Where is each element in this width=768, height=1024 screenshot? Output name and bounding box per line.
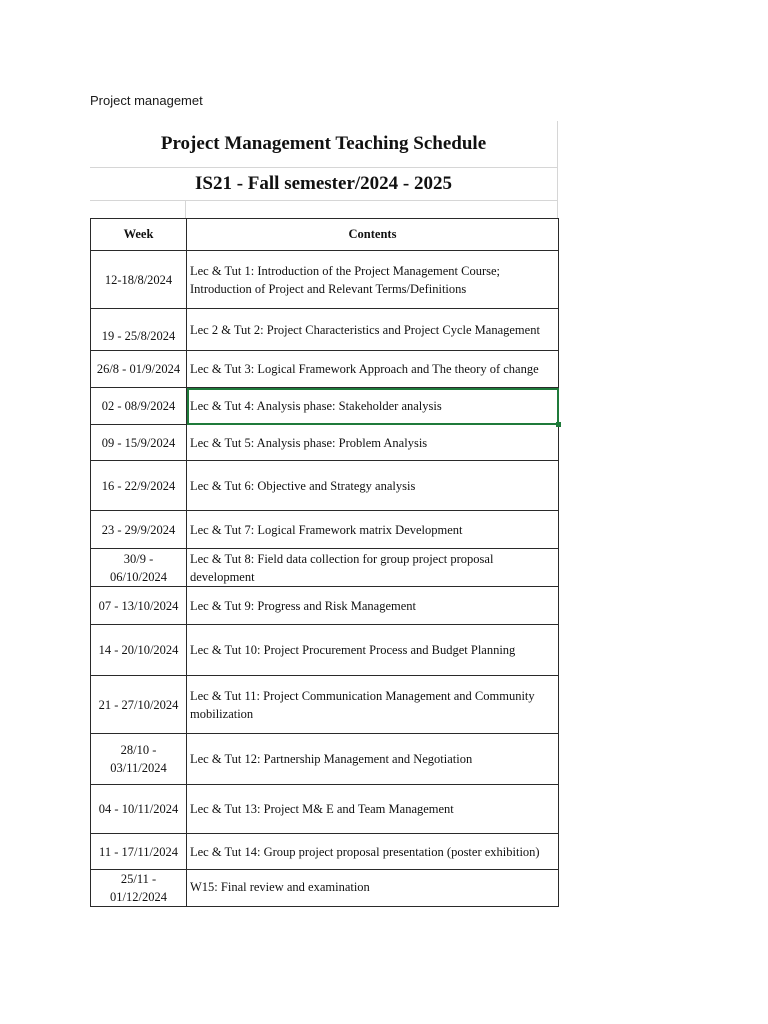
content-cell[interactable]: Lec & Tut 6: Objective and Strategy analysis bbox=[187, 461, 559, 511]
week-cell[interactable]: 07 - 13/10/2024 bbox=[91, 587, 187, 625]
week-cell[interactable]: 23 - 29/9/2024 bbox=[91, 511, 187, 549]
content-cell-text: Lec & Tut 4: Analysis phase: Stakeholder analysis bbox=[190, 399, 442, 413]
table-row bbox=[91, 870, 559, 907]
table-row bbox=[91, 309, 559, 351]
content-cell[interactable]: Lec & Tut 5: Analysis phase: Problem Analysis bbox=[187, 425, 559, 461]
week-cell[interactable]: 19 - 25/8/2024 bbox=[91, 309, 187, 351]
content-cell[interactable]: Lec & Tut 1: Introduction of the Project Management Course; Introduction of Project and Relevant Terms/Definitions bbox=[187, 251, 559, 309]
table-row bbox=[91, 625, 559, 676]
week-column-header[interactable]: Week bbox=[91, 219, 187, 251]
table-row bbox=[91, 587, 559, 625]
content-cell[interactable]: Lec 2 & Tut 2: Project Characteristics and Project Cycle Management bbox=[187, 309, 559, 351]
table-row bbox=[91, 425, 559, 461]
schedule-subtitle: IS21 - Fall semester/2024 - 2025 bbox=[90, 168, 558, 201]
week-cell[interactable]: 14 - 20/10/2024 bbox=[91, 625, 187, 676]
content-cell[interactable]: Lec & Tut 8: Field data collection for group project proposal development bbox=[187, 549, 559, 587]
content-cell[interactable]: Lec & Tut 7: Logical Framework matrix Development bbox=[187, 511, 559, 549]
table-row bbox=[91, 785, 559, 834]
content-cell[interactable]: Lec & Tut 3: Logical Framework Approach and The theory of change bbox=[187, 351, 559, 388]
content-cell[interactable]: Lec & Tut 9: Progress and Risk Management bbox=[187, 587, 559, 625]
week-cell[interactable]: 16 - 22/9/2024 bbox=[91, 461, 187, 511]
table-row bbox=[91, 351, 559, 388]
spacer-cell bbox=[90, 201, 186, 218]
table-row bbox=[91, 461, 559, 511]
week-cell[interactable]: 21 - 27/10/2024 bbox=[91, 676, 187, 734]
table-row bbox=[91, 388, 559, 425]
content-cell[interactable]: Lec & Tut 10: Project Procurement Process and Budget Planning bbox=[187, 625, 559, 676]
week-cell[interactable]: 04 - 10/11/2024 bbox=[91, 785, 187, 834]
week-cell[interactable]: 26/8 - 01/9/2024 bbox=[91, 351, 187, 388]
week-cell[interactable]: 02 - 08/9/2024 bbox=[91, 388, 187, 425]
table-row bbox=[91, 834, 559, 870]
table-row bbox=[91, 676, 559, 734]
header-row bbox=[91, 219, 559, 251]
week-cell[interactable]: 11 - 17/11/2024 bbox=[91, 834, 187, 870]
table-row bbox=[91, 511, 559, 549]
schedule-title: Project Management Teaching Schedule bbox=[90, 121, 558, 168]
week-cell[interactable]: 28/10 - 03/11/2024 bbox=[91, 734, 187, 785]
week-cell[interactable]: 09 - 15/9/2024 bbox=[91, 425, 187, 461]
content-cell[interactable]: Lec & Tut 11: Project Communication Management and Community mobilization bbox=[187, 676, 559, 734]
schedule-sheet bbox=[90, 121, 558, 907]
content-cell[interactable]: Lec & Tut 14: Group project proposal presentation (poster exhibition) bbox=[187, 834, 559, 870]
content-cell[interactable]: Lec & Tut 12: Partnership Management and Negotiation bbox=[187, 734, 559, 785]
document-caption: Project managemet bbox=[90, 93, 203, 108]
table-row bbox=[91, 549, 559, 587]
contents-column-header[interactable]: Contents bbox=[187, 219, 559, 251]
content-cell-selected[interactable] bbox=[187, 388, 559, 425]
schedule-table bbox=[90, 218, 559, 907]
content-cell[interactable]: W15: Final review and examination bbox=[187, 870, 559, 907]
table-row bbox=[91, 734, 559, 785]
week-cell[interactable]: 25/11 - 01/12/2024 bbox=[91, 870, 187, 907]
table-row bbox=[91, 251, 559, 309]
fill-handle[interactable] bbox=[556, 422, 561, 427]
content-cell[interactable]: Lec & Tut 13: Project M& E and Team Management bbox=[187, 785, 559, 834]
week-cell[interactable]: 30/9 - 06/10/2024 bbox=[91, 549, 187, 587]
week-cell[interactable]: 12-18/8/2024 bbox=[91, 251, 187, 309]
spacer-row bbox=[90, 201, 558, 218]
